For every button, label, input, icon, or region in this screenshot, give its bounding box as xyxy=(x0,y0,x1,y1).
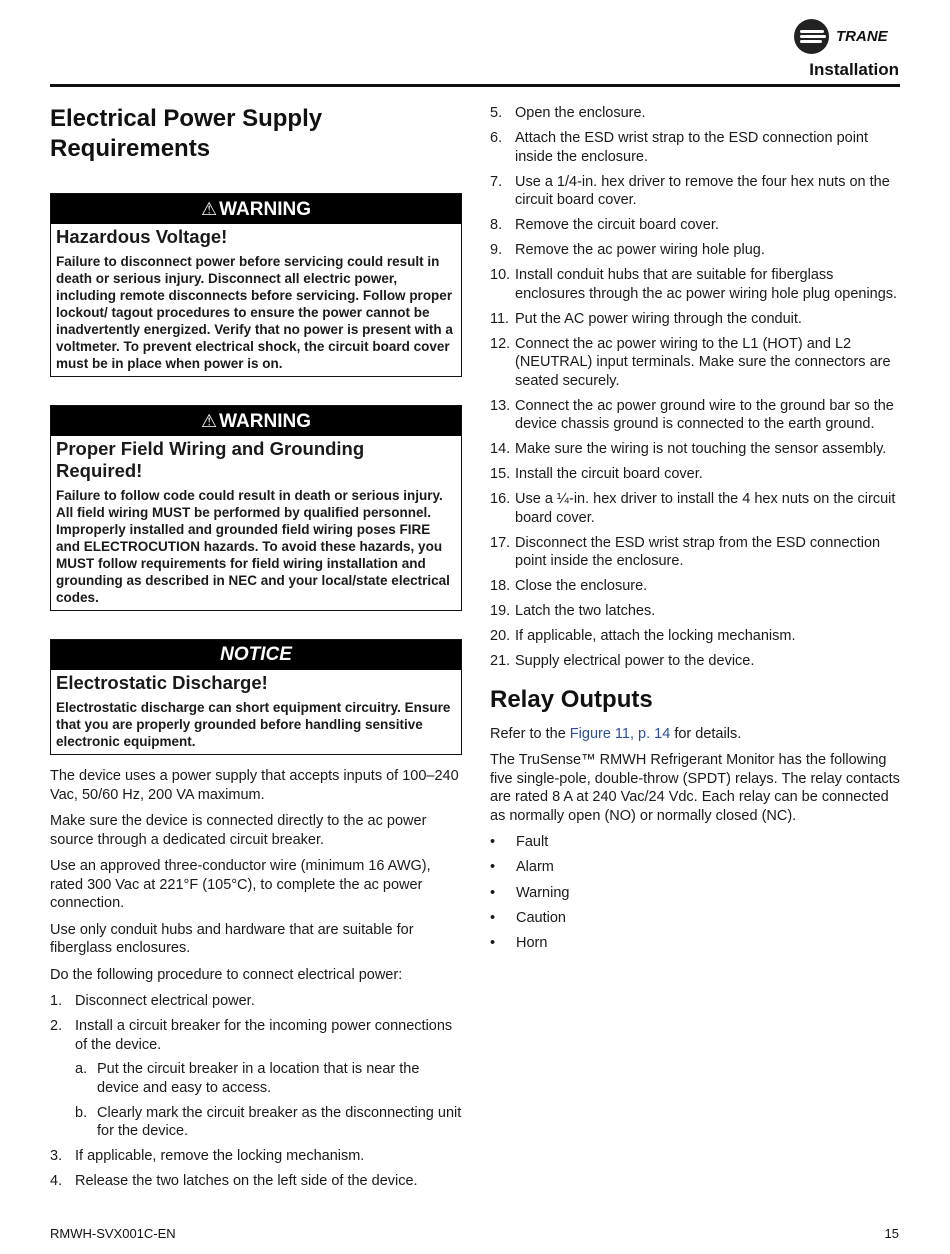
refer-paragraph: Refer to the Figure 11, p. 14 for details. xyxy=(490,725,742,742)
document-id: RMWH-SVX001C-EN xyxy=(50,1226,176,1241)
step-item: 21. Supply electrical power to the device. xyxy=(490,653,755,669)
step-item: 11. Put the AC power wiring through the conduit. xyxy=(490,310,802,327)
warning-title: Proper Field Wiring and Grounding Required! xyxy=(56,438,365,481)
header-rule xyxy=(50,84,900,87)
procedure-steps-right xyxy=(490,104,902,671)
trane-logo xyxy=(794,19,902,55)
warning-triangle-icon: ⚠ xyxy=(201,199,218,219)
notice-text: Electrostatic discharge can short equipment circuitry. Ensure that you are properly grounded before handling sensitive electronic equipment. xyxy=(56,700,451,749)
step-item: 18. Close the enclosure. xyxy=(490,578,648,594)
paragraph: Use an approved three-conductor wire (minimum 16 AWG), rated 300 Vac at 221°F (105°C), to complete the ac power connection. xyxy=(50,858,431,911)
notice-box-esd xyxy=(50,639,462,755)
page-number: 15 xyxy=(884,1226,899,1241)
step-item: 17. Disconnect the ESD wrist strap from the ESD connection point inside the enclosure. xyxy=(490,534,881,569)
warning-title: Hazardous Voltage! xyxy=(56,226,228,247)
relay-item: • Fault xyxy=(490,834,549,850)
step-item: 19. Latch the two latches. xyxy=(490,603,656,619)
right-column xyxy=(490,104,902,959)
page-title: Electrical Power Supply Requirements xyxy=(50,105,323,162)
paragraph: Do the following procedure to connect electrical power: xyxy=(50,966,403,983)
step-item: 3. If applicable, remove the locking mechanism. xyxy=(50,1148,365,1164)
notice-header: NOTICE xyxy=(51,640,461,670)
step-item: 12. Connect the ac power wiring to the L1 (HOT) and L2 (NEUTRAL) input terminals. Make sure the connectors are seated securely. xyxy=(490,335,891,389)
warning-text: Failure to disconnect power before servicing could result in death or serious injury. Disconnect all electric power, including remote disconnects before servicing. Follow proper lockout/ tagout procedures to ensure the power cannot be inadvertently energized. Verify that no power is present with a voltmeter. To prevent electrical shock, the circuit board cover must be in place when power is on. xyxy=(56,254,453,371)
warning-header: ⚠ WARNING xyxy=(51,406,461,436)
step-item: 4. Release the two latches on the left side of the device. xyxy=(50,1173,418,1189)
procedure-steps-left xyxy=(50,992,462,1191)
relay-paragraph: The TruSense™ RMWH Refrigerant Monitor has the following five single-pole, double-throw (SPDT) relays. The relay contacts are rated 8 A at 240 Vac/24 Vdc. Each relay can be connected as normally open (NO) or normally closed (NC). xyxy=(490,752,900,824)
step-item: 14. Make sure the wiring is not touching the sensor assembly. xyxy=(490,441,887,457)
substep-item: a. Put the circuit breaker in a location that is near the device and easy to access. xyxy=(75,1061,420,1096)
step-item: 13. Connect the ac power ground wire to the ground bar so the device chassis ground is connected to the earth ground. xyxy=(490,397,894,432)
step-item: 7. Use a 1/4-in. hex driver to remove the four hex nuts on the circuit board cover. xyxy=(490,173,890,208)
figure-link[interactable]: Figure 11, p. 14 xyxy=(569,725,671,742)
step-item: 9. Remove the ac power wiring hole plug. xyxy=(490,242,765,258)
substep-item: b. Clearly mark the circuit breaker as the disconnecting unit for the device. xyxy=(75,1104,462,1139)
step-item: 15. Install the circuit board cover. xyxy=(490,466,703,482)
relay-item: • Caution xyxy=(490,909,566,926)
trane-logo-icon xyxy=(794,19,829,54)
warning-box-field-wiring xyxy=(50,405,462,611)
warning-header: ⚠ WARNING xyxy=(51,194,461,224)
step-item: 1. Disconnect electrical power. xyxy=(50,993,255,1009)
step-item: 10. Install conduit hubs that are suitable for fiberglass enclosures through the ac power wiring hole plug openings. xyxy=(490,267,898,302)
brand-name: TRANE xyxy=(836,28,888,45)
left-column xyxy=(50,104,462,1197)
step-item: 6. Attach the ESD wrist strap to the ESD connection point inside the enclosure. xyxy=(490,130,869,165)
step-item: 16. Use a ¼-in. hex driver to install the 4 hex nuts on the circuit board cover. xyxy=(490,491,896,526)
paragraph: The device uses a power supply that accepts inputs of 100–240 Vac, 50/60 Hz, 200 VA maximum. xyxy=(50,768,459,803)
notice-title: Electrostatic Discharge! xyxy=(56,672,268,693)
warning-triangle-icon: ⚠ xyxy=(201,411,218,431)
relay-list xyxy=(490,833,902,953)
step-item: 5. Open the enclosure. xyxy=(490,105,646,121)
relay-item: • Alarm xyxy=(490,859,554,876)
step-item: 8. Remove the circuit board cover. xyxy=(490,217,719,233)
step-item: 2. Install a circuit breaker for the incoming power connections of the device. a. Put the circuit breaker in a location that is near the device and easy to access. b. Clearly mark the circuit breaker as the disconnecting unit for the device. xyxy=(50,1018,462,1139)
relay-item: • Warning xyxy=(490,884,570,901)
relay-outputs-heading: Relay Outputs xyxy=(490,685,653,713)
relay-item: • Horn xyxy=(490,935,548,952)
intro-paragraphs xyxy=(50,767,462,984)
warning-box-hazardous-voltage xyxy=(50,193,462,377)
warning-text: Failure to follow code could result in death or serious injury. All field wiring MUST be performed by qualified personnel. Improperly installed and grounded field wiring poses FIRE and ELECTROCUTION hazards. To avoid these hazards, you MUST follow requirements for field wiring installation and grounding as described in NEC and your local/state electrical codes. xyxy=(56,488,450,605)
paragraph: Use only conduit hubs and hardware that are suitable for fiberglass enclosures. xyxy=(50,921,414,956)
paragraph: Make sure the device is connected directly to the ac power source through a dedicated circuit breaker. xyxy=(50,813,427,848)
section-label: Installation xyxy=(809,60,899,79)
step-item: 20. If applicable, attach the locking mechanism. xyxy=(490,628,796,644)
substeps xyxy=(75,1060,462,1141)
